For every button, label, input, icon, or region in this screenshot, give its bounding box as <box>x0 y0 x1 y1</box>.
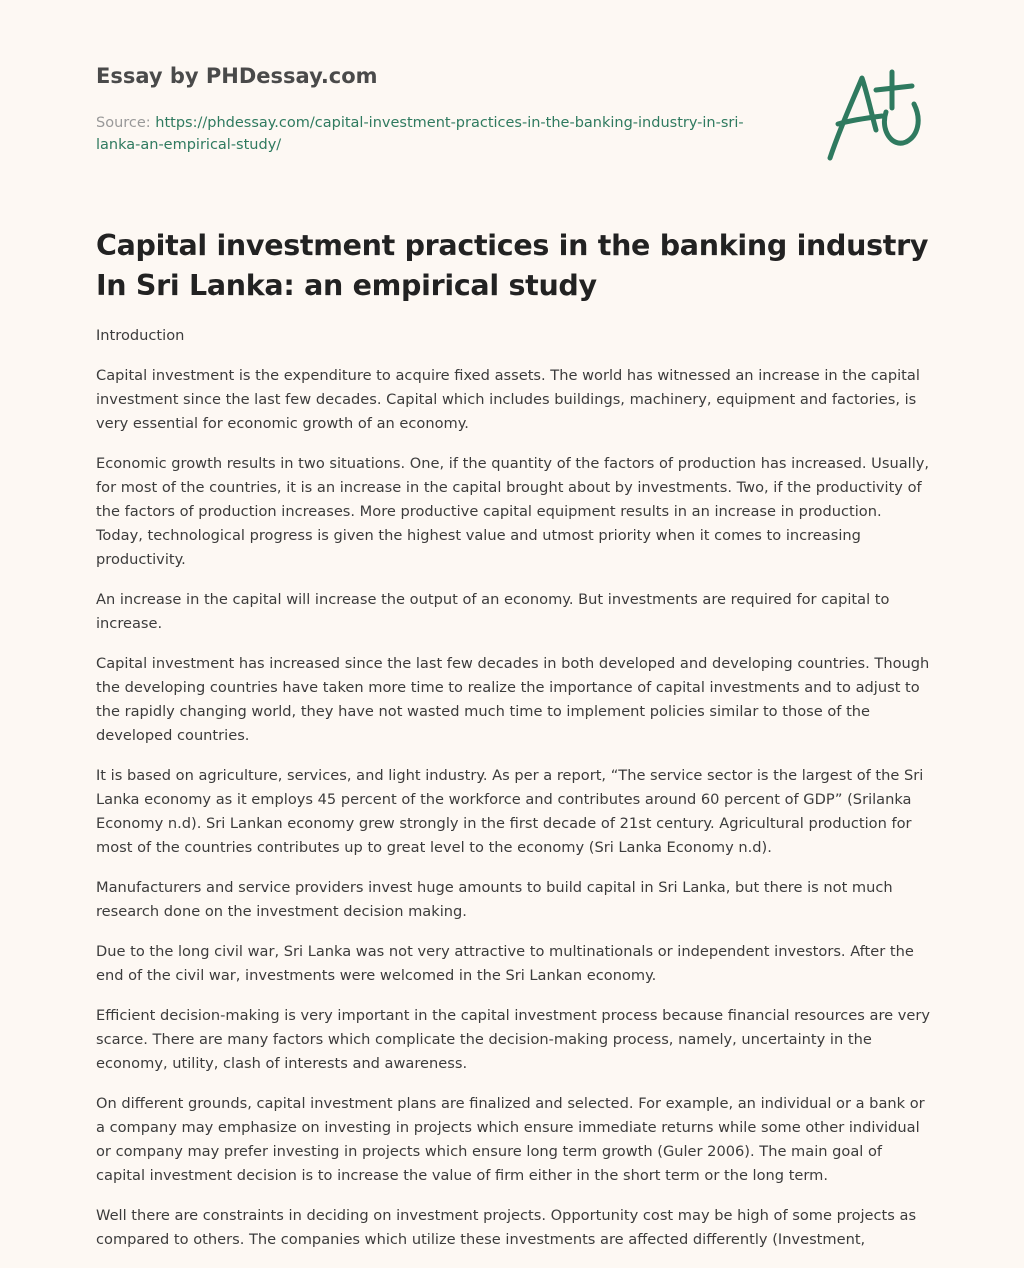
source-link[interactable]: https://phdessay.com/capital-investment-practices-in-the-banking-industry-in-sri-lanka-an-empirical-study/ <box>96 115 744 153</box>
paragraph: Economic growth results in two situations. One, if the quantity of the factors of production has increased. Usually, for most of the countries, it is an increase in the capital brought about by investments. Two, if the productivity of the factors of production increases. More productive capital equipment results in an increase in production. Today, technological progress is given the highest value and utmost priority when it comes to increasing productivity. <box>96 455 930 568</box>
source-line <box>96 112 776 156</box>
section-heading-introduction: Introduction <box>96 327 185 344</box>
paragraph: Efficient decision-making is very important in the capital investment process because financial resources are very scarce. There are many factors which complicate the decision-making process, namely, uncertainty in the economy, utility, clash of interests and awareness. <box>96 1007 930 1072</box>
essay-body <box>96 324 932 1268</box>
source-label: Source: <box>96 115 156 131</box>
paragraph: On different grounds, capital investment plans are finalized and selected. For example, an individual or a bank or a company may emphasize on investing in projects which ensure immediate returns while some other individual or company may prefer investing in projects which ensure long term growth (Guler 2006). The main goal of capital investment decision is to increase the value of firm either in the short term or the long term. <box>96 1095 925 1184</box>
paragraph: An increase in the capital will increase the output of an economy. But investments are required for capital to increase. <box>96 591 890 632</box>
paragraph: Capital investment is the expenditure to acquire fixed assets. The world has witnessed an increase in the capital investment since the last few decades. Capital which includes buildings, machinery, equipment and factories, is very essential for economic growth of an economy. <box>96 367 920 432</box>
paragraph: Well there are constraints in deciding on investment projects. Opportunity cost may be high of some projects as compared to others. The companies which utilize these investments are affected differently (Investment, <box>96 1207 917 1248</box>
a-plus-logo-icon <box>818 66 930 166</box>
essay-title: Capital investment practices in the banking industry In Sri Lanka: an empirical study <box>96 229 929 302</box>
site-brand: Essay by PHDessay.com <box>96 64 378 88</box>
paragraph: Capital investment has increased since the last few decades in both developed and developing countries. Though the developing countries have taken more time to realize the importance of capital investments and to adjust to the rapidly changing world, they have not wasted much time to implement policies similar to those of the developed countries. <box>96 655 930 744</box>
paragraph: Manufacturers and service providers invest huge amounts to build capital in Sri Lanka, but there is not much research done on the investment decision making. <box>96 879 893 920</box>
paragraph: Due to the long civil war, Sri Lanka was not very attractive to multinationals or independent investors. After the end of the civil war, investments were welcomed in the Sri Lankan economy. <box>96 943 914 984</box>
paragraph: It is based on agriculture, services, and light industry. As per a report, “The service sector is the largest of the Sri Lanka economy as it employs 45 percent of the workforce and contributes around 60 percent of GDP” (Srilanka Economy n.d). Sri Lankan economy grew strongly in the first decade of 21st century. Agricultural production for most of the countries contributes up to great level to the economy (Sri Lanka Economy n.d). <box>96 767 924 856</box>
